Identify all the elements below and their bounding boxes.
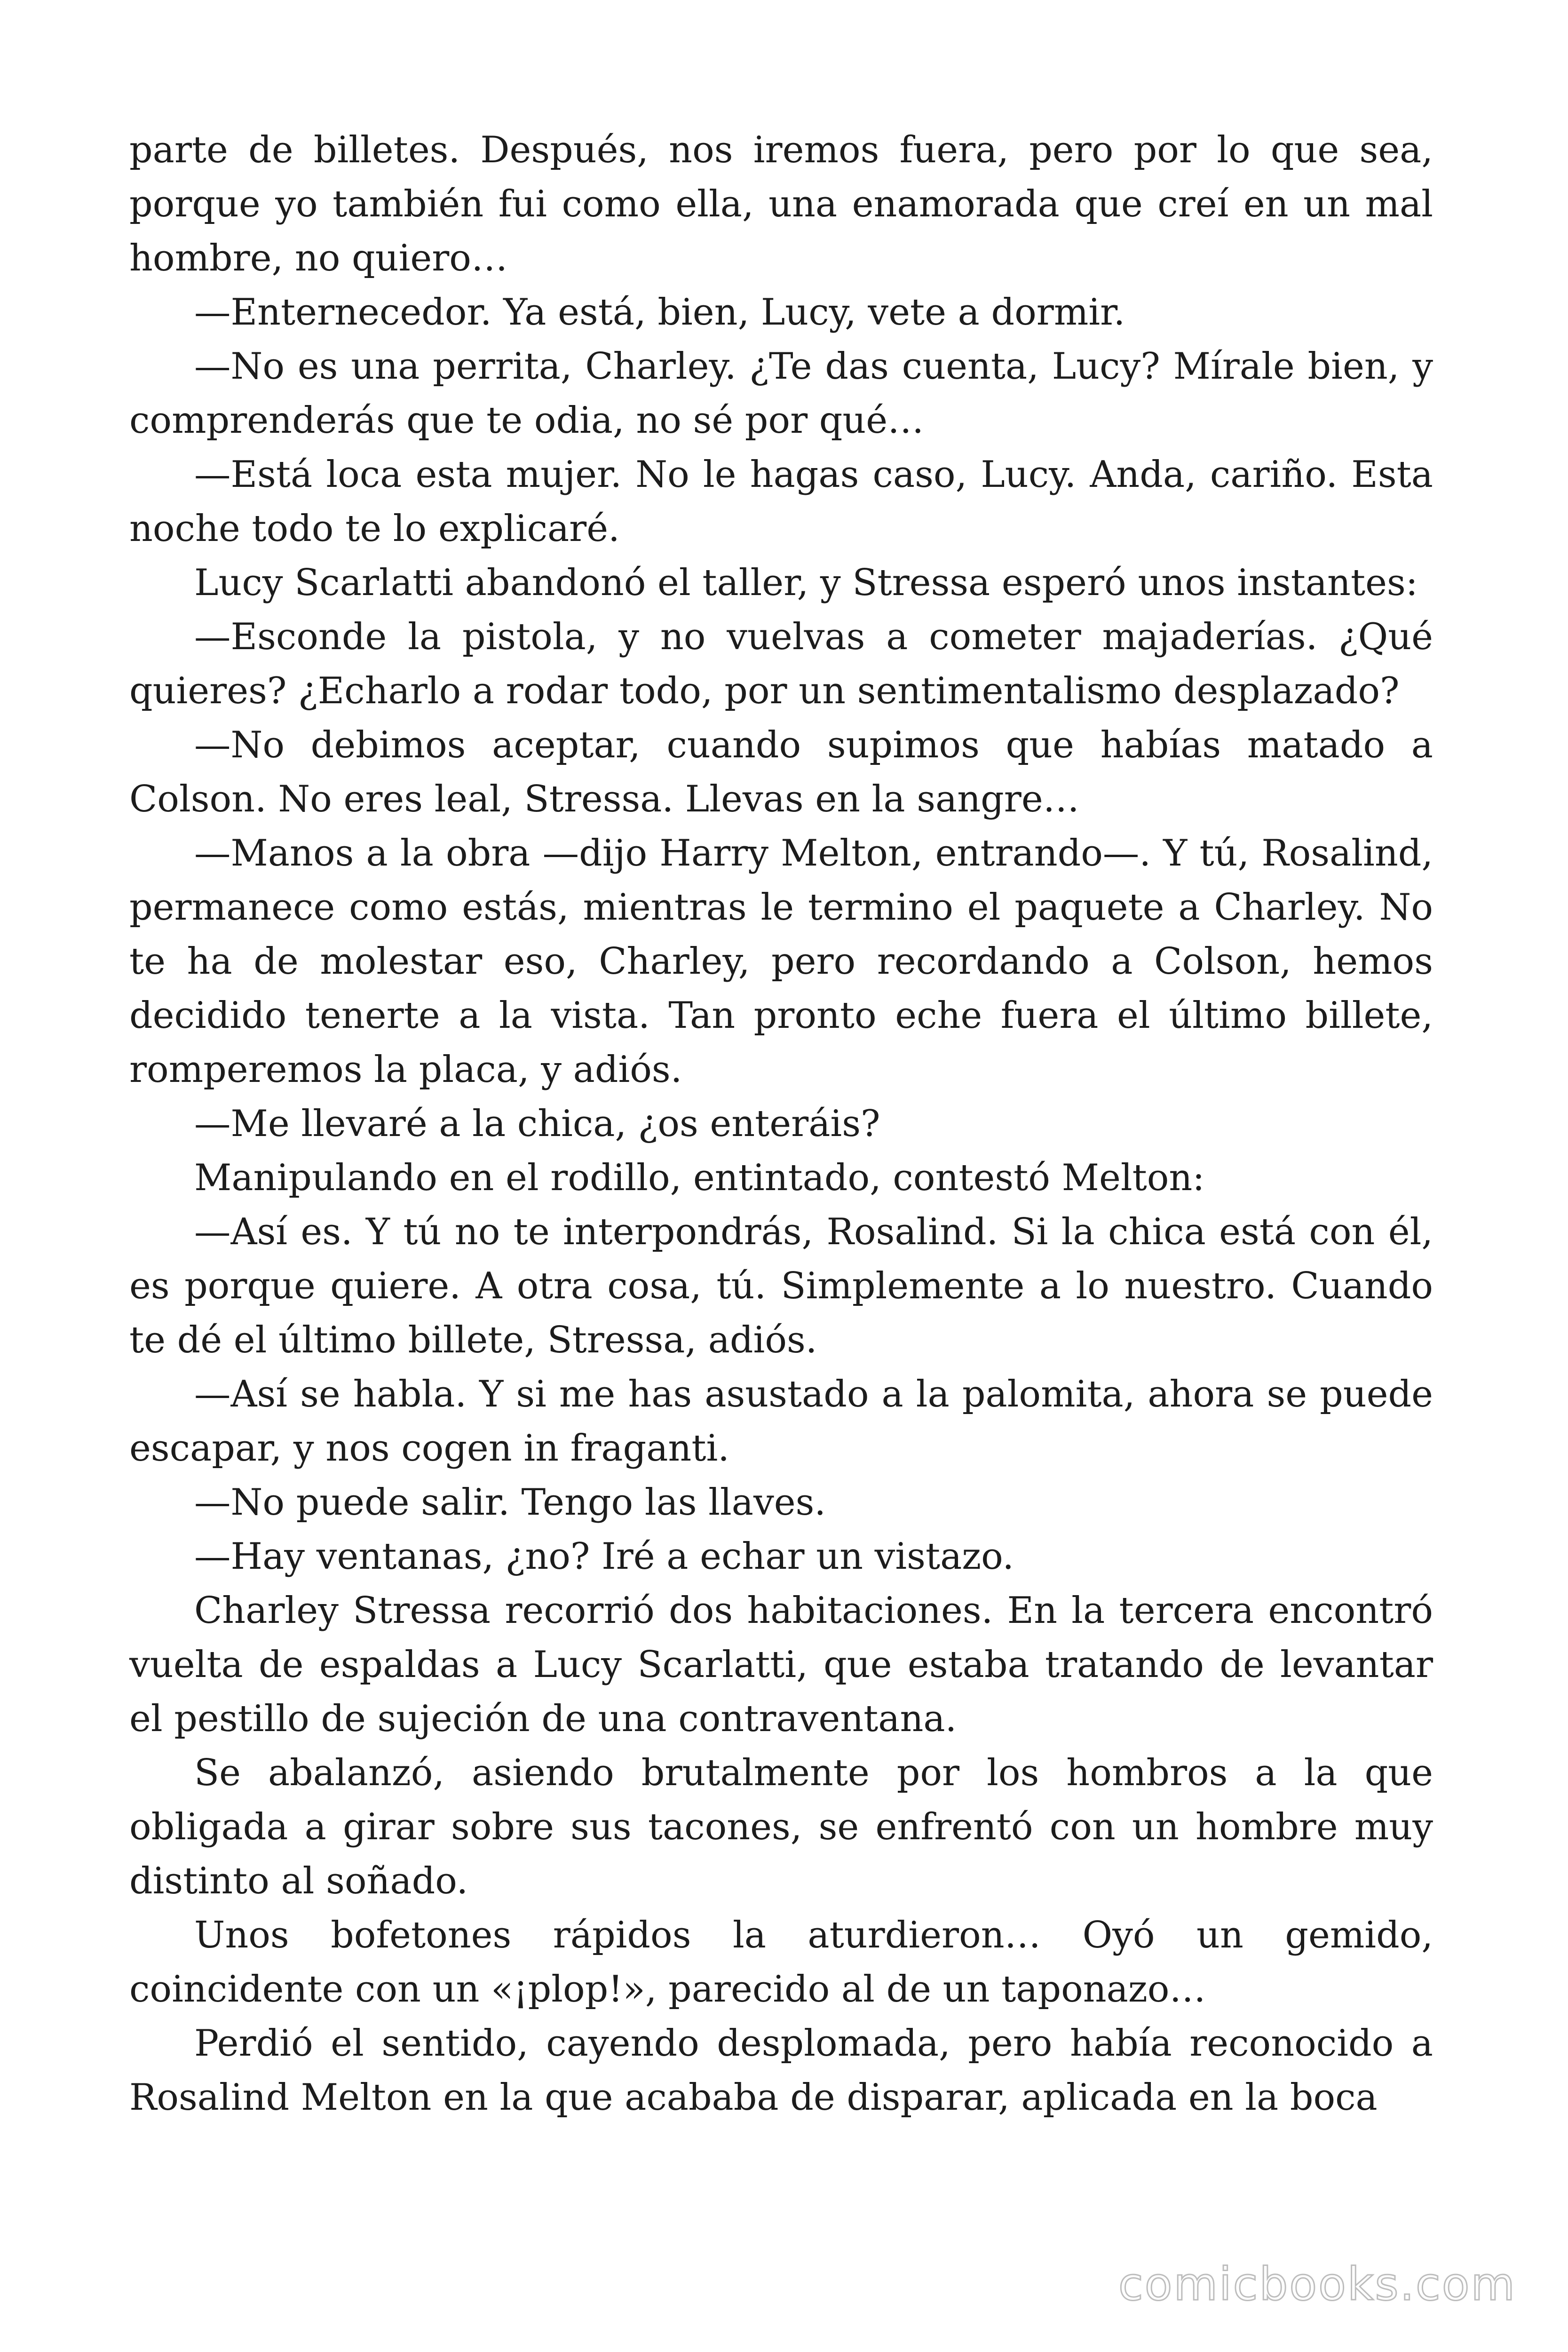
paragraph: Unos bofetones rápidos la aturdieron… Oyó un gemido, coincidente con un «¡plop!», parecido al de un taponazo… bbox=[129, 1914, 1433, 2010]
paragraph: —Hay ventanas, ¿no? Iré a echar un vistazo. bbox=[194, 1535, 1014, 1578]
paragraph: Perdió el sentido, cayendo desplomada, pero había reconocido a Rosalind Melton en la que acababa de disparar, aplicada en la boca bbox=[129, 2022, 1433, 2119]
paragraph: Se abalanzó, asiendo brutalmente por los hombros a la que obligada a girar sobre sus tacones, se enfrentó con un hombre muy distinto al soñado. bbox=[129, 1752, 1433, 1902]
paragraph: —No es una perrita, Charley. ¿Te das cuenta, Lucy? Mírale bien, y comprenderás que te odia, no sé por qué… bbox=[129, 345, 1433, 442]
paragraph: —Esconde la pistola, y no vuelvas a cometer majaderías. ¿Qué quieres? ¿Echarlo a rodar todo, por un sentimentalismo desplazado? bbox=[129, 616, 1433, 712]
paragraph: Charley Stressa recorrió dos habitaciones. En la tercera encontró vuelta de espaldas a Lucy Scarlatti, que estaba tratando de levantar el pestillo de sujeción de una contraventana. bbox=[129, 1589, 1433, 1740]
paragraph: —Me llevaré a la chica, ¿os enteráis? bbox=[194, 1103, 880, 1145]
paragraph: —Enternecedor. Ya está, bien, Lucy, vete a dormir. bbox=[194, 291, 1125, 334]
paragraph: —Así se habla. Y si me has asustado a la palomita, ahora se puede escapar, y nos cogen in fraganti. bbox=[129, 1373, 1433, 1470]
paragraph: —Está loca esta mujer. No le hagas caso, Lucy. Anda, cariño. Esta noche todo te lo explicaré. bbox=[129, 453, 1433, 550]
paragraph: —Así es. Y tú no te interpondrás, Rosalind. Si la chica está con él, es porque quiere. A otra cosa, tú. Simplemente a lo nuestro. Cuando te dé el último billete, Stressa, adiós. bbox=[129, 1211, 1433, 1361]
paragraph: parte de billetes. Después, nos iremos fuera, pero por lo que sea, porque yo también fui como ella, una enamorada que creí en un mal hombre, no quiero… bbox=[129, 129, 1433, 279]
paragraph: —Manos a la obra —dijo Harry Melton, entrando—. Y tú, Rosalind, permanece como estás, mientras le termino el paquete a Charley. No te ha de molestar eso, Charley, pero recordando a Colson, hemos decidido tenerte a la vista. Tan pronto eche fuera el último billete, romperemos la placa, y adiós. bbox=[129, 832, 1433, 1091]
body-text bbox=[129, 123, 1433, 2125]
paragraph: Lucy Scarlatti abandonó el taller, y Stressa esperó unos instantes: bbox=[194, 562, 1418, 604]
watermark: comicbooks.com bbox=[1118, 2258, 1516, 2311]
paragraph: —No debimos aceptar, cuando supimos que habías matado a Colson. No eres leal, Stressa. Llevas en la sangre… bbox=[129, 724, 1433, 820]
paragraph: —No puede salir. Tengo las llaves. bbox=[194, 1481, 826, 1524]
paragraph: Manipulando en el rodillo, entintado, contestó Melton: bbox=[194, 1157, 1205, 1199]
